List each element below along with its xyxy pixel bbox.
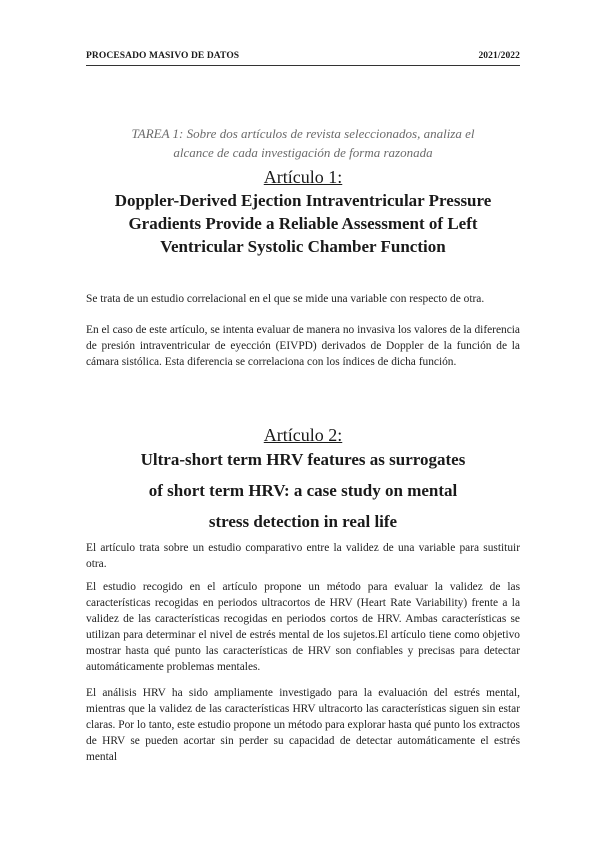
- header-course-title: PROCESADO MASIVO DE DATOS: [86, 51, 240, 61]
- article-1-title: [86, 189, 520, 258]
- article-2-paragraph-3: El análisis HRV ha sido ampliamente investigado para la evaluación del estrés mental, mientras que la validez de las características HRV ultracorto las características siguen sin estar claras. Por lo tanto, este estudio propone un método para explorar hasta qué punto los extractos de HRV se pueden acortar sin perder su capacidad de detectar automáticamente el estrés mental: [86, 687, 520, 763]
- article-1-title-line-3: Ventricular Systolic Chamber Function: [160, 237, 446, 256]
- task-statement: [86, 124, 520, 162]
- page-header: [86, 51, 520, 66]
- article-2-title-line-3: stress detection in real life: [208, 512, 398, 531]
- article-1-paragraph-1: Se trata de un estudio correlacional en el que se mide una variable con respecto de otra.: [86, 293, 485, 305]
- task-line-2: alcance de cada investigación de forma razonada: [173, 145, 433, 160]
- task-line-1: TAREA 1: Sobre dos artículos de revista seleccionados, analiza el: [131, 126, 475, 141]
- header-academic-year: 2021/2022: [478, 51, 520, 61]
- article-2-title: [86, 444, 520, 537]
- article-2-paragraph-1: El artículo trata sobre un estudio comparativo entre la validez de una variable para sustituir otra.: [86, 542, 520, 570]
- article-2-title-line-1: Ultra-short term HRV features as surrogates: [140, 450, 466, 469]
- article-2-title-line-2: of short term HRV: a case study on mental: [148, 481, 458, 500]
- article-1-title-line-2: Gradients Provide a Reliable Assessment of Left: [128, 214, 478, 233]
- article-1-paragraph-2: En el caso de este artículo, se intenta evaluar de manera no invasiva los valores de la diferencia de presión intraventricular de eyección (EIVPD) derivados de Doppler de la función de la cámara sistólica. Esta diferencia se correlaciona con los índices de dicha función.: [86, 324, 520, 368]
- article-1-label: Artículo 1:: [263, 167, 343, 187]
- article-1-title-line-1: Doppler-Derived Ejection Intraventricular Pressure: [114, 191, 492, 210]
- article-2-label: Artículo 2:: [263, 425, 343, 445]
- article-2-paragraph-2: El estudio recogido en el artículo propone un método para evaluar la validez de las características recogidas en periodos ultracortos de HRV (Heart Rate Variability) frente a la validez de las características recogidas en periodos cortos de HRV. Ambas características se utilizan para determinar el nivel de estrés mental de los sujetos.El artículo tiene como objetivo mostrar hasta qué punto las características de HRV son confiables y precisas para detectar automáticamente problemas mentales.: [86, 581, 520, 673]
